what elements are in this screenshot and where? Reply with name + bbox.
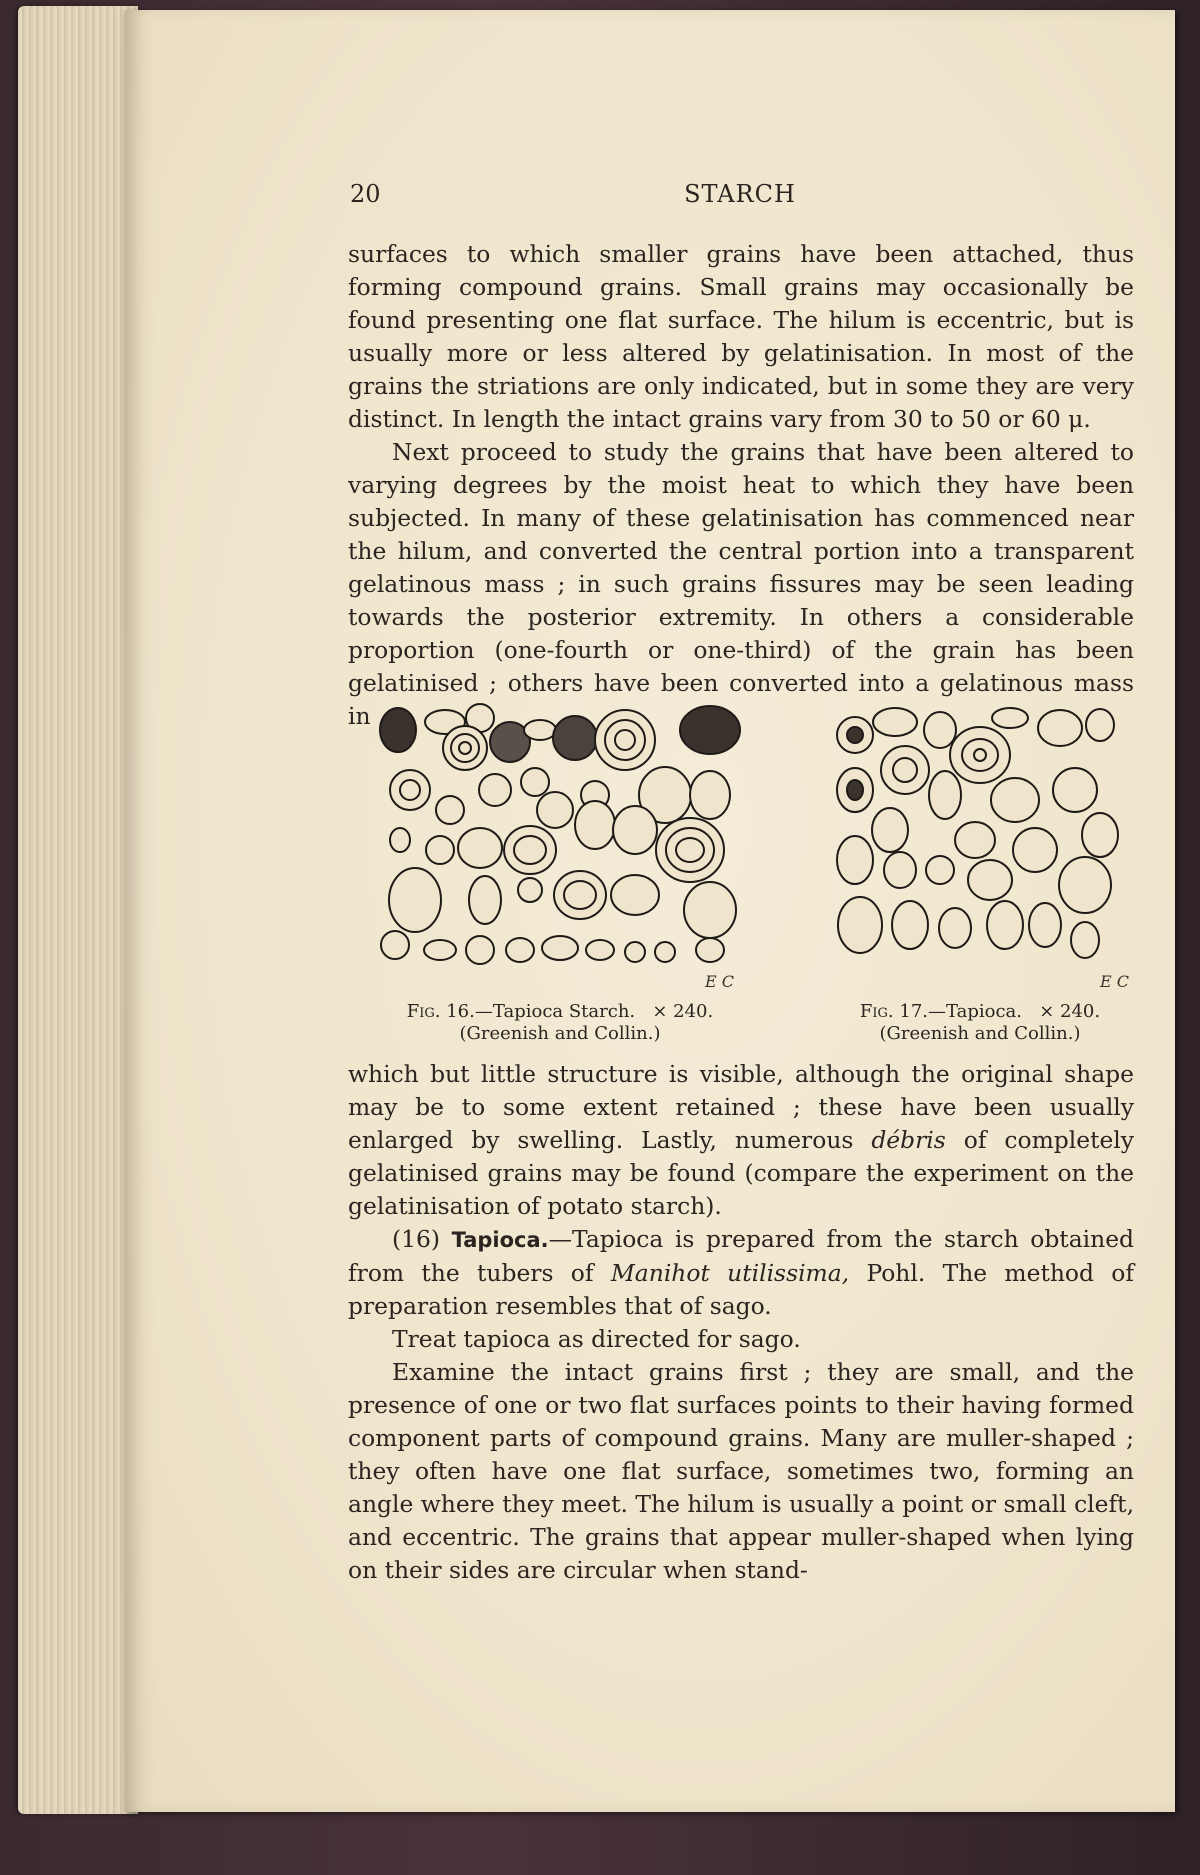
figure-17-caption bbox=[830, 1000, 1130, 1024]
species-name: Manihot utilissima, bbox=[610, 1259, 850, 1287]
text-block-bottom bbox=[348, 1058, 1134, 1587]
paragraph-examine: Examine the intact grains first ; they are small, and the presence of one or two flat surfaces points to their having formed component parts of compound grains. Many are muller-shaped ; they often have one flat surface, sometimes two, forming an angle where they meet. The hilum is usually a point or small cleft, and eccentric. The grains that appear muller-shaped when lying on their sides are circular when stand- bbox=[348, 1358, 1134, 1584]
paragraph-tapioca bbox=[348, 1223, 1134, 1323]
paragraph-structure-italic: débris bbox=[871, 1126, 946, 1154]
tapioca-starch-grains-illustration-icon bbox=[370, 700, 750, 970]
engraver-initials: E C bbox=[1100, 972, 1130, 991]
figure-16-magnification: × 240. bbox=[652, 1001, 714, 1022]
figure-17-label: Fig. 17. bbox=[859, 1001, 929, 1022]
figure-17-credit: (Greenish and Collin.) bbox=[879, 1023, 1081, 1044]
paragraph-structure-start: which but little structure is visible, although the original shape may be to some extent retained ; these have been usually enlarged by swelling. Lastly, numerous bbox=[348, 1060, 1134, 1154]
figure-17-title: —Tapioca. bbox=[928, 1001, 1023, 1022]
page-number: 20 bbox=[350, 180, 381, 208]
figure-16-caption bbox=[370, 1000, 750, 1024]
text-block-top bbox=[348, 238, 1134, 733]
paragraph-treat: Treat tapioca as directed for sago. bbox=[392, 1325, 801, 1353]
engraver-initials: E C bbox=[705, 972, 735, 991]
paragraph-next-proceed: Next proceed to study the grains that have been altered to varying degrees by the moist heat to which they have been subjected. In many of these gelatinisation has commenced near the hilum, and converted the central portion into a transparent gelatinous mass ; in such grains fissures may be seen leading towards the posterior extremity. In others a considerable proportion (one-fourth or one-third) of the grain has been gelatinised ; others have been converted into a gelatinous mass in bbox=[348, 438, 1134, 730]
running-head bbox=[350, 180, 1130, 214]
figure-16 bbox=[370, 700, 750, 1045]
page-edges bbox=[18, 6, 138, 1814]
figure-16-title: —Tapioca Starch. bbox=[474, 1001, 636, 1022]
figure-16-credit: (Greenish and Collin.) bbox=[459, 1023, 661, 1044]
figure-17 bbox=[830, 700, 1130, 1045]
paragraph-tapioca-start: —Tapioca is prepared from the starch obtained from the tubers of bbox=[348, 1225, 1135, 1287]
figures-row bbox=[370, 700, 1130, 1045]
paragraph-structure bbox=[348, 1058, 1134, 1223]
paragraph-tapioca-end: Pohl. The method of preparation resembles that of sago. bbox=[348, 1259, 1135, 1320]
paragraph-structure-end: of completely gelatinised grains may be found (compare the experiment on the gelatinisation of potato starch). bbox=[348, 1126, 1135, 1220]
running-title: STARCH bbox=[684, 180, 796, 208]
figure-16-label: Fig. 16. bbox=[406, 1001, 475, 1022]
paragraph-continued: surfaces to which smaller grains have been attached, thus forming compound grains. Small grains may occasionally be found presenting one flat surface. The hilum is eccentric, but is usually more or less altered by gelatinisation. In most of the grains the striations are only indicated, but in some they are very distinct. In length the intact grains vary from 30 to 50 or 60 μ. bbox=[348, 240, 1134, 433]
section-number: (16) bbox=[392, 1225, 441, 1253]
figure-17-magnification: × 240. bbox=[1039, 1001, 1101, 1022]
section-heading: Tapioca. bbox=[451, 1228, 549, 1252]
tapioca-grains-illustration-icon bbox=[830, 700, 1130, 970]
